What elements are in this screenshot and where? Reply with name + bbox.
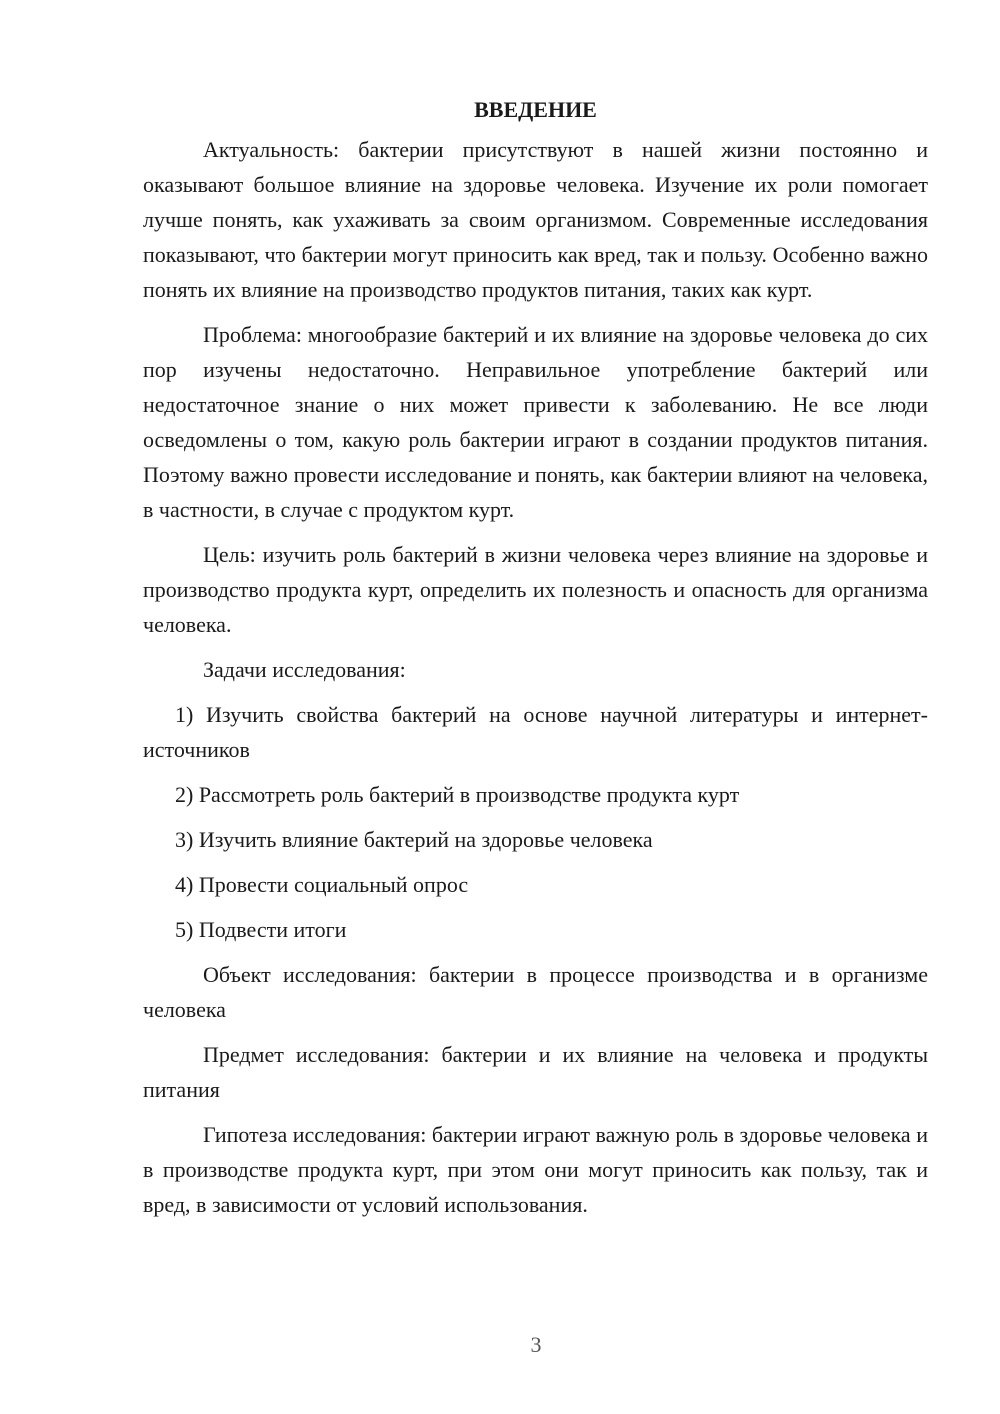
task-item: 5) Подвести итоги bbox=[175, 917, 347, 942]
task-item: 1) Изучить свойства бактерий на основе научной литературы и интернет-источников bbox=[143, 702, 928, 762]
subject-paragraph: Предмет исследования: бактерии и их влияние на человека и продукты питания bbox=[143, 1042, 928, 1102]
task-item: 3) Изучить влияние бактерий на здоровье человека bbox=[175, 827, 653, 852]
task-item: 4) Провести социальный опрос bbox=[175, 872, 469, 897]
tasks-list bbox=[143, 697, 928, 947]
hypothesis-paragraph: Гипотеза исследования: бактерии играют важную роль в здоровье человека и в производстве продукта курт, при этом они могут приносить как пользу, так и вред, в зависимости от условий использования. bbox=[143, 1122, 928, 1217]
task-item: 2) Рассмотреть роль бактерий в производстве продукта курт bbox=[175, 782, 740, 807]
problem-paragraph: Проблема: многообразие бактерий и их влияние на здоровье человека до сих пор изучены недостаточно. Неправильное употребление бактерий или недостаточное знание о них может привести к заболеванию. Не все люди осведомлены о том, какую роль бактерии играют в создании продуктов питания. Поэтому важно провести исследование и понять, как бактерии влияют на человека, в частности, в случае с продуктом курт. bbox=[143, 322, 928, 522]
page-content bbox=[143, 92, 928, 1232]
page-title: ВВЕДЕНИЕ bbox=[474, 97, 597, 122]
object-paragraph: Объект исследования: бактерии в процессе производства и в организме человека bbox=[143, 962, 928, 1022]
goal-paragraph: Цель: изучить роль бактерий в жизни человека через влияние на здоровье и производство продукта курт, определить их полезность и опасность для организма человека. bbox=[143, 542, 928, 637]
relevance-paragraph: Актуальность: бактерии присутствуют в нашей жизни постоянно и оказывают большое влияние на здоровье человека. Изучение их роли помогает лучше понять, как ухаживать за своим организмом. Современные исследования показывают, что бактерии могут приносить как вред, так и пользу. Особенно важно понять их влияние на производство продуктов питания, таких как курт. bbox=[143, 137, 928, 302]
page-number: 3 bbox=[530, 1332, 542, 1357]
tasks-heading: Задачи исследования: bbox=[203, 657, 406, 682]
